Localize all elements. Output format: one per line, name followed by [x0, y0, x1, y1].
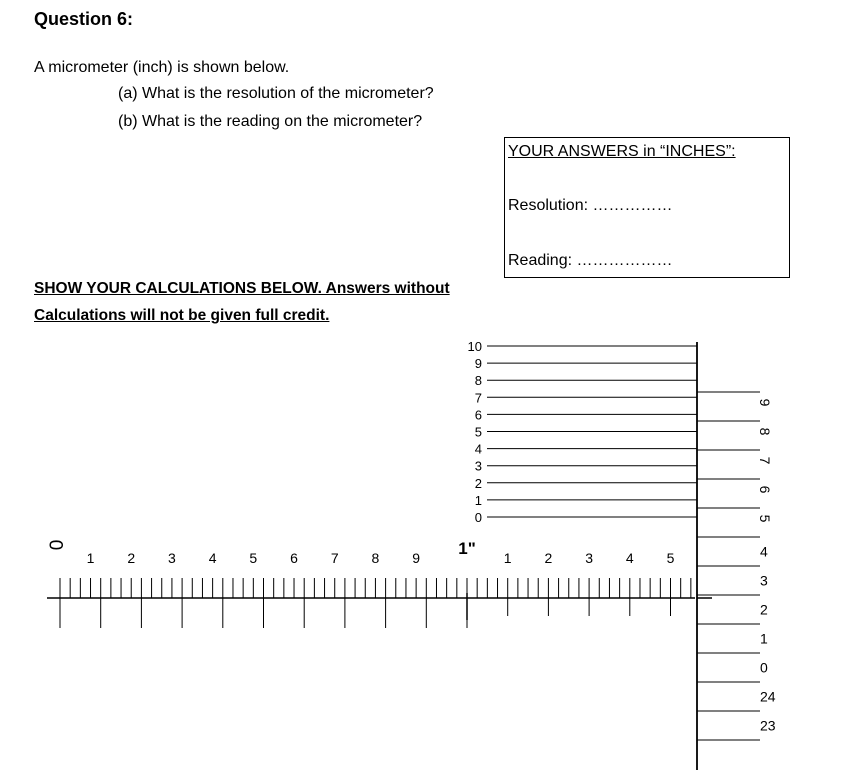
vernier-label: 9	[474, 356, 482, 372]
answer-heading: YOUR ANSWERS in “INCHES”:	[508, 143, 736, 160]
question-intro: A micrometer (inch) is shown below.	[34, 59, 290, 76]
vernier-label: 7	[474, 390, 482, 406]
question-part-b: (b) What is the reading on the micrometer?	[118, 113, 423, 130]
main-scale-zero-label: 0	[47, 539, 68, 551]
sleeve-scale-label: 1	[503, 550, 512, 566]
thimble-label: 3	[760, 572, 768, 589]
main-scale-label: 3	[168, 550, 176, 566]
vernier-label: 0	[474, 510, 482, 525]
calculations-instruction-line1: SHOW YOUR CALCULATIONS BELOW. Answers without	[34, 280, 450, 297]
main-scale-label: 8	[371, 550, 380, 566]
sleeve-scale-label: 3	[585, 550, 593, 566]
vernier-label: 10	[467, 339, 482, 354]
reading-answer-field[interactable]: Reading: ………………	[508, 252, 673, 269]
sleeve-scale-label: 5	[666, 550, 675, 566]
vernier-label: 6	[474, 407, 482, 423]
calculations-instruction-line2: Calculations will not be given full credit.	[34, 307, 330, 324]
question-title: Question 6:	[34, 9, 134, 29]
inch-label: 1"	[458, 539, 476, 558]
thimble-label: 24	[760, 688, 776, 705]
sleeve-scale-label: 2	[544, 550, 553, 566]
vernier-label: 8	[474, 373, 482, 389]
vernier-label: 4	[474, 441, 482, 457]
thimble-label: 4	[760, 543, 768, 560]
thimble-label: 23	[760, 717, 776, 734]
vernier-label: 2	[474, 475, 482, 491]
main-scale-label: 4	[208, 550, 217, 566]
vernier-label: 5	[474, 424, 482, 440]
thimble-label: 2	[760, 601, 768, 618]
resolution-answer-field[interactable]: Resolution: ……………	[508, 197, 673, 214]
main-scale-label: 7	[330, 550, 339, 566]
sleeve-scale-label: 4	[625, 550, 634, 566]
vernier-label: 1	[474, 492, 482, 508]
thimble-label: 7	[757, 456, 773, 465]
thimble-label: 8	[757, 427, 773, 436]
main-scale-label: 2	[127, 550, 136, 566]
question-part-a: (a) What is the resolution of the micrometer?	[118, 85, 434, 102]
thimble-label: 9	[757, 398, 773, 407]
thimble-label: 0	[760, 659, 768, 676]
main-scale-label: 1	[86, 550, 95, 566]
vernier-label: 3	[474, 458, 482, 474]
main-scale-label: 5	[249, 550, 258, 566]
main-scale-label: 9	[412, 550, 421, 566]
main-scale-label: 6	[290, 550, 298, 566]
thimble-label: 6	[757, 485, 773, 494]
thimble-label: 5	[757, 514, 773, 523]
thimble-label: 1	[760, 630, 768, 647]
